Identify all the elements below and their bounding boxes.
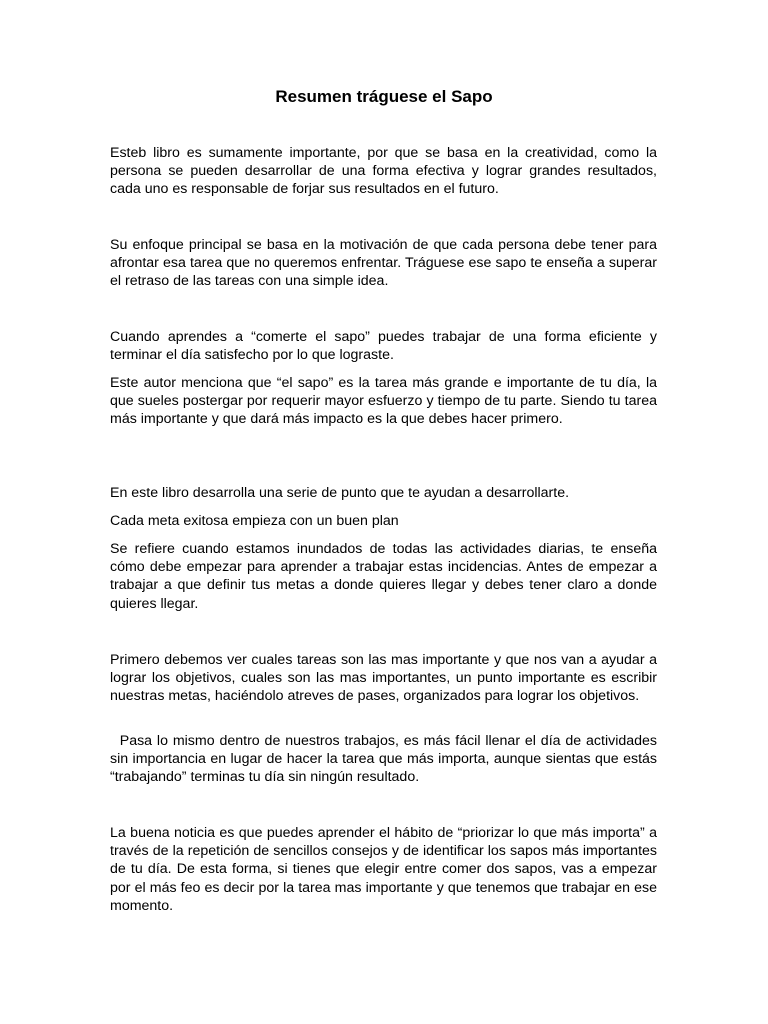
paragraph-points: En este libro desarrolla una serie de punto que te ayudan a desarrollarte. <box>110 485 570 501</box>
paragraph-inundated: Se refiere cuando estamos inundados de todas las actividades diarias, te enseña cómo debe empezar para aprender a trabajar estas incidencias. Antes de empezar a trabajar a que definir tus metas a donde quieres llegar y debes tener claro a donde quieres llegar. <box>110 541 657 612</box>
paragraph-first: Primero debemos ver cuales tareas son las mas importante y que nos van a ayudar a lograr los objetivos, cuales son las mas importantes, un punto importante es escribir nuestras metas, haciéndolo atreves de pases, organizados para lograr los objetivos. <box>110 652 657 705</box>
paragraph-focus: Su enfoque principal se basa en la motivación de que cada persona debe tener para afrontar esa tarea que no queremos enfrentar. Tráguese ese sapo te enseña a superar el retraso de las tareas con una simple idea. <box>110 237 657 290</box>
document-title: Resumen tráguese el Sapo <box>275 87 493 106</box>
paragraph-good-news: La buena noticia es que puedes aprender el hábito de “priorizar lo que más importa” a través de la repetición de sencillos consejos y de identificar los sapos más importantes de tu día. De esta forma, si tienes que elegir entre comer dos sapos, vas a empezar por el más feo es decir por la tarea mas importante y que tenemos que trabajar en ese momento. <box>110 825 657 914</box>
paragraph-plan: Cada meta exitosa empieza con un buen plan <box>110 513 399 529</box>
paragraph-author: Este autor menciona que “el sapo” es la tarea más grande e importante de tu día, la que sueles postergar por requerir mayor esfuerzo y tiempo de tu parte. Siendo tu tarea más importante y que dará más impacto es la que debes hacer primero. <box>110 375 657 428</box>
paragraph-eat-frog: Cuando aprendes a “comerte el sapo” puedes trabajar de una forma eficiente y terminar el día satisfecho por lo que lograste. <box>110 329 657 364</box>
paragraph-intro: Esteb libro es sumamente importante, por que se basa en la creatividad, como la persona se pueden desarrollar de una forma efectiva y lograr grandes resultados, cada uno es responsable de forjar sus resultados en el futuro. <box>110 145 657 198</box>
paragraph-work: Pasa lo mismo dentro de nuestros trabajos, es más fácil llenar el día de actividades sin importancia en lugar de hacer la tarea que más importa, aunque sientas que estás “trabajando” terminas tu día sin ningún resultado. <box>110 733 661 786</box>
